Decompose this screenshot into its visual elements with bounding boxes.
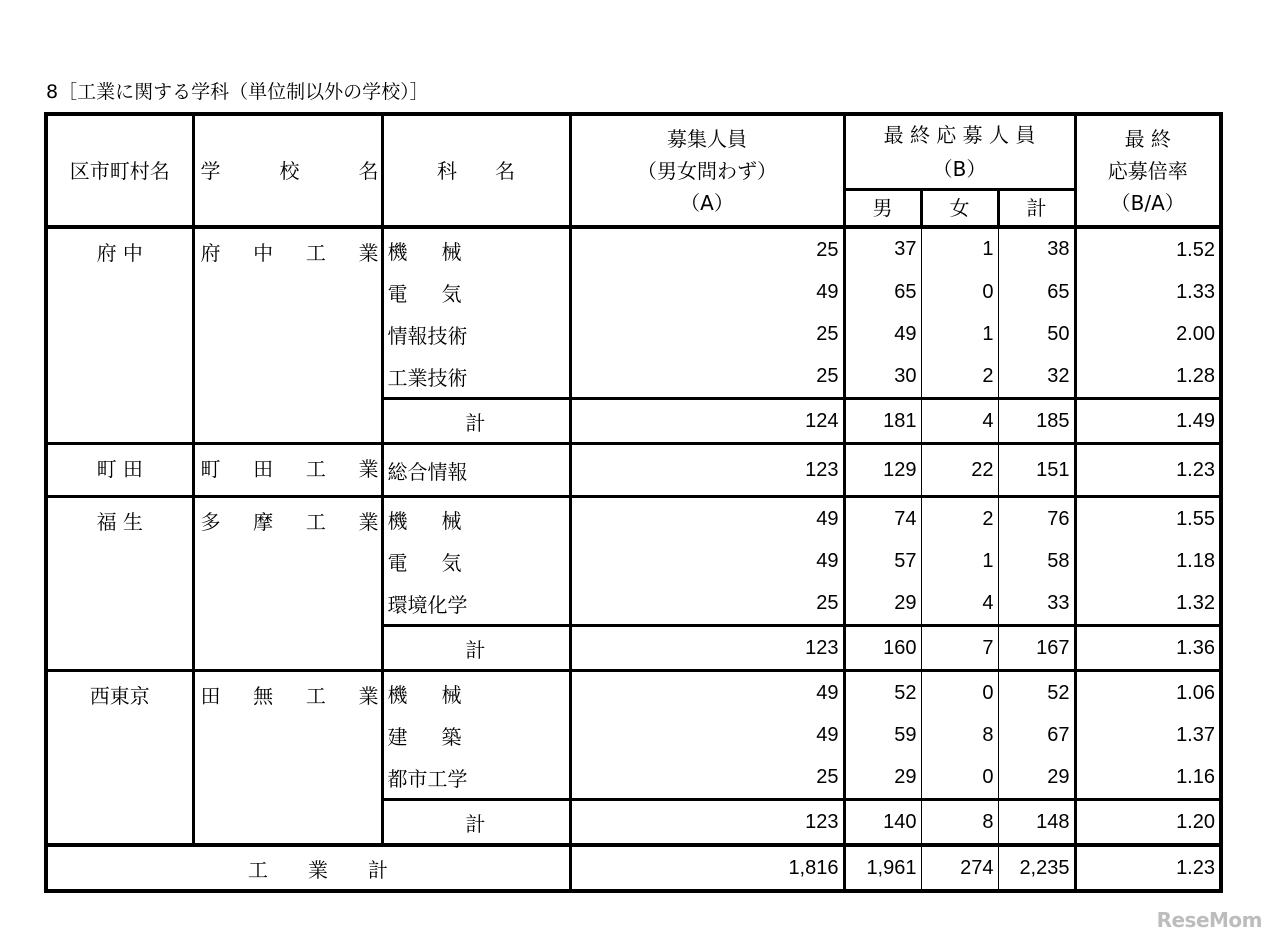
department-cell — [382, 756, 570, 800]
school-name-char: 町 — [200, 457, 221, 481]
department-cell — [382, 227, 570, 271]
department-name: 環境化学 — [387, 592, 468, 617]
recruit-cell: 25 — [570, 355, 844, 399]
total-cell: 38 — [998, 227, 1075, 271]
school-name-char: 無 — [253, 684, 274, 708]
male-cell: 30 — [844, 355, 921, 399]
total-cell: 52 — [998, 671, 1075, 715]
department-cell — [382, 671, 570, 715]
female-cell: 22 — [921, 444, 998, 497]
school-name-char: 工 — [305, 241, 326, 265]
grand-total-row — [46, 845, 1221, 891]
department-cell — [382, 444, 570, 497]
grand-total-male: 1,961 — [844, 845, 921, 891]
department-cell — [382, 497, 570, 541]
female-cell: 0 — [921, 271, 998, 313]
male-cell: 129 — [844, 444, 921, 497]
female-cell: 2 — [921, 355, 998, 399]
school-name-char: 業 — [358, 510, 379, 534]
recruit-cell: 49 — [570, 540, 844, 582]
male-cell: 57 — [844, 540, 921, 582]
department-name: 工業技術 — [387, 365, 468, 390]
header-final-applicants: 最 終 応 募 人 員 （B） — [844, 114, 1075, 190]
district-cell — [46, 444, 193, 497]
male-cell: 52 — [844, 671, 921, 715]
male-cell: 74 — [844, 497, 921, 541]
department-name-char: 築 — [441, 724, 462, 749]
total-cell: 58 — [998, 540, 1075, 582]
ratio-cell: 1.28 — [1075, 355, 1221, 399]
subtotal-total: 148 — [998, 800, 1075, 846]
department-name: 都市工学 — [387, 766, 468, 791]
grand-total-label-char: 計 — [368, 857, 388, 882]
table-row — [46, 227, 1221, 271]
female-cell: 1 — [921, 313, 998, 355]
header-school: 学 校 名 — [193, 114, 382, 227]
grand-total-ratio: 1.23 — [1075, 845, 1221, 891]
department-cell — [382, 313, 570, 355]
school-cell — [193, 444, 382, 497]
table-body — [46, 114, 1221, 891]
watermark-logo: ReseMom — [1156, 908, 1262, 932]
male-cell: 65 — [844, 271, 921, 313]
ratio-cell: 1.16 — [1075, 756, 1221, 800]
header-male: 男 — [844, 190, 921, 228]
department-name-char: 機 — [387, 508, 408, 533]
district-name: 福 生 — [96, 510, 143, 534]
header-ratio: 最 終 応募倍率 （B/A） — [1075, 114, 1221, 227]
department-name-char: 電 — [387, 281, 408, 306]
district-name: 町 田 — [96, 457, 143, 481]
ratio-cell: 1.23 — [1075, 444, 1221, 497]
department-name-char: 械 — [441, 682, 462, 707]
table-row — [46, 671, 1221, 715]
recruit-cell: 123 — [570, 444, 844, 497]
district-cell — [46, 227, 193, 444]
ratio-cell: 1.06 — [1075, 671, 1221, 715]
school-name-char: 業 — [358, 684, 379, 708]
header-recruit: 募集人員 （男女問わず） （A） — [570, 114, 844, 227]
male-cell: 49 — [844, 313, 921, 355]
header-row-1 — [46, 114, 1221, 190]
male-cell: 29 — [844, 582, 921, 626]
department-cell — [382, 271, 570, 313]
department-name-char: 気 — [441, 281, 462, 306]
female-cell: 1 — [921, 227, 998, 271]
department-name-char: 機 — [387, 682, 408, 707]
school-name-char: 田 — [200, 684, 221, 708]
recruit-cell: 49 — [570, 271, 844, 313]
recruit-cell: 49 — [570, 497, 844, 541]
female-cell: 4 — [921, 582, 998, 626]
subtotal-male: 181 — [844, 399, 921, 444]
subtotal-label: 計 — [382, 626, 570, 671]
table-title: 8［工業に関する学科（単位制以外の学校）］ — [46, 81, 429, 103]
department-name: 情報技術 — [387, 323, 468, 348]
grand-total-recruit: 1,816 — [570, 845, 844, 891]
header-female: 女 — [921, 190, 998, 228]
department-cell — [382, 714, 570, 756]
grand-total-label-char: 工 — [248, 857, 268, 882]
school-cell — [193, 227, 382, 444]
ratio-cell: 1.18 — [1075, 540, 1221, 582]
school-name-char: 多 — [200, 510, 221, 534]
recruit-cell: 25 — [570, 756, 844, 800]
department-name-char: 気 — [441, 550, 462, 575]
ratio-cell: 1.52 — [1075, 227, 1221, 271]
subtotal-ratio: 1.36 — [1075, 626, 1221, 671]
subtotal-female: 4 — [921, 399, 998, 444]
male-cell: 37 — [844, 227, 921, 271]
female-cell: 1 — [921, 540, 998, 582]
applicants-table — [44, 112, 1223, 893]
table-row — [46, 497, 1221, 541]
district-name: 西東京 — [89, 684, 150, 708]
subtotal-ratio: 1.20 — [1075, 800, 1221, 846]
school-name-char: 田 — [253, 457, 274, 481]
total-cell: 151 — [998, 444, 1075, 497]
subtotal-total: 185 — [998, 399, 1075, 444]
subtotal-male: 140 — [844, 800, 921, 846]
male-cell: 29 — [844, 756, 921, 800]
department-cell — [382, 540, 570, 582]
grand-total-total: 2,235 — [998, 845, 1075, 891]
school-name-char: 工 — [305, 457, 326, 481]
female-cell: 2 — [921, 497, 998, 541]
ratio-cell: 1.33 — [1075, 271, 1221, 313]
grand-total-label — [46, 845, 570, 891]
total-cell: 67 — [998, 714, 1075, 756]
department-name-char: 機 — [387, 239, 408, 264]
header-district: 区市町村名 — [46, 114, 193, 227]
ratio-cell: 1.55 — [1075, 497, 1221, 541]
department-name-char: 械 — [441, 508, 462, 533]
school-name-char: 中 — [253, 241, 274, 265]
subtotal-label: 計 — [382, 399, 570, 444]
header-department: 科 名 — [382, 114, 570, 227]
subtotal-total: 167 — [998, 626, 1075, 671]
department-name: 総合情報 — [387, 459, 468, 484]
grand-total-label-char: 業 — [308, 857, 328, 882]
subtotal-ratio: 1.49 — [1075, 399, 1221, 444]
district-cell — [46, 671, 193, 846]
subtotal-recruit: 123 — [570, 800, 844, 846]
school-name-char: 業 — [358, 457, 379, 481]
school-cell — [193, 671, 382, 846]
female-cell: 0 — [921, 671, 998, 715]
recruit-cell: 49 — [570, 714, 844, 756]
department-name-char: 械 — [441, 239, 462, 264]
table-row — [46, 444, 1221, 497]
department-cell — [382, 582, 570, 626]
grand-total-female: 274 — [921, 845, 998, 891]
department-name-char: 建 — [387, 724, 408, 749]
department-cell — [382, 355, 570, 399]
recruit-cell: 49 — [570, 671, 844, 715]
recruit-cell: 25 — [570, 227, 844, 271]
recruit-cell: 25 — [570, 313, 844, 355]
school-name-char: 工 — [305, 684, 326, 708]
male-cell: 59 — [844, 714, 921, 756]
district-name: 府 中 — [96, 241, 143, 265]
school-name-char: 工 — [305, 510, 326, 534]
school-cell — [193, 497, 382, 671]
total-cell: 29 — [998, 756, 1075, 800]
header-total: 計 — [998, 190, 1075, 228]
total-cell: 76 — [998, 497, 1075, 541]
subtotal-male: 160 — [844, 626, 921, 671]
school-name-char: 摩 — [253, 510, 274, 534]
total-cell: 33 — [998, 582, 1075, 626]
subtotal-female: 8 — [921, 800, 998, 846]
female-cell: 0 — [921, 756, 998, 800]
total-cell: 32 — [998, 355, 1075, 399]
recruit-cell: 25 — [570, 582, 844, 626]
subtotal-recruit: 124 — [570, 399, 844, 444]
total-cell: 50 — [998, 313, 1075, 355]
subtotal-female: 7 — [921, 626, 998, 671]
ratio-cell: 2.00 — [1075, 313, 1221, 355]
ratio-cell: 1.37 — [1075, 714, 1221, 756]
total-cell: 65 — [998, 271, 1075, 313]
ratio-cell: 1.32 — [1075, 582, 1221, 626]
subtotal-label: 計 — [382, 800, 570, 846]
female-cell: 8 — [921, 714, 998, 756]
school-name-char: 業 — [358, 241, 379, 265]
district-cell — [46, 497, 193, 671]
subtotal-recruit: 123 — [570, 626, 844, 671]
school-name-char: 府 — [200, 241, 221, 265]
department-name-char: 電 — [387, 550, 408, 575]
